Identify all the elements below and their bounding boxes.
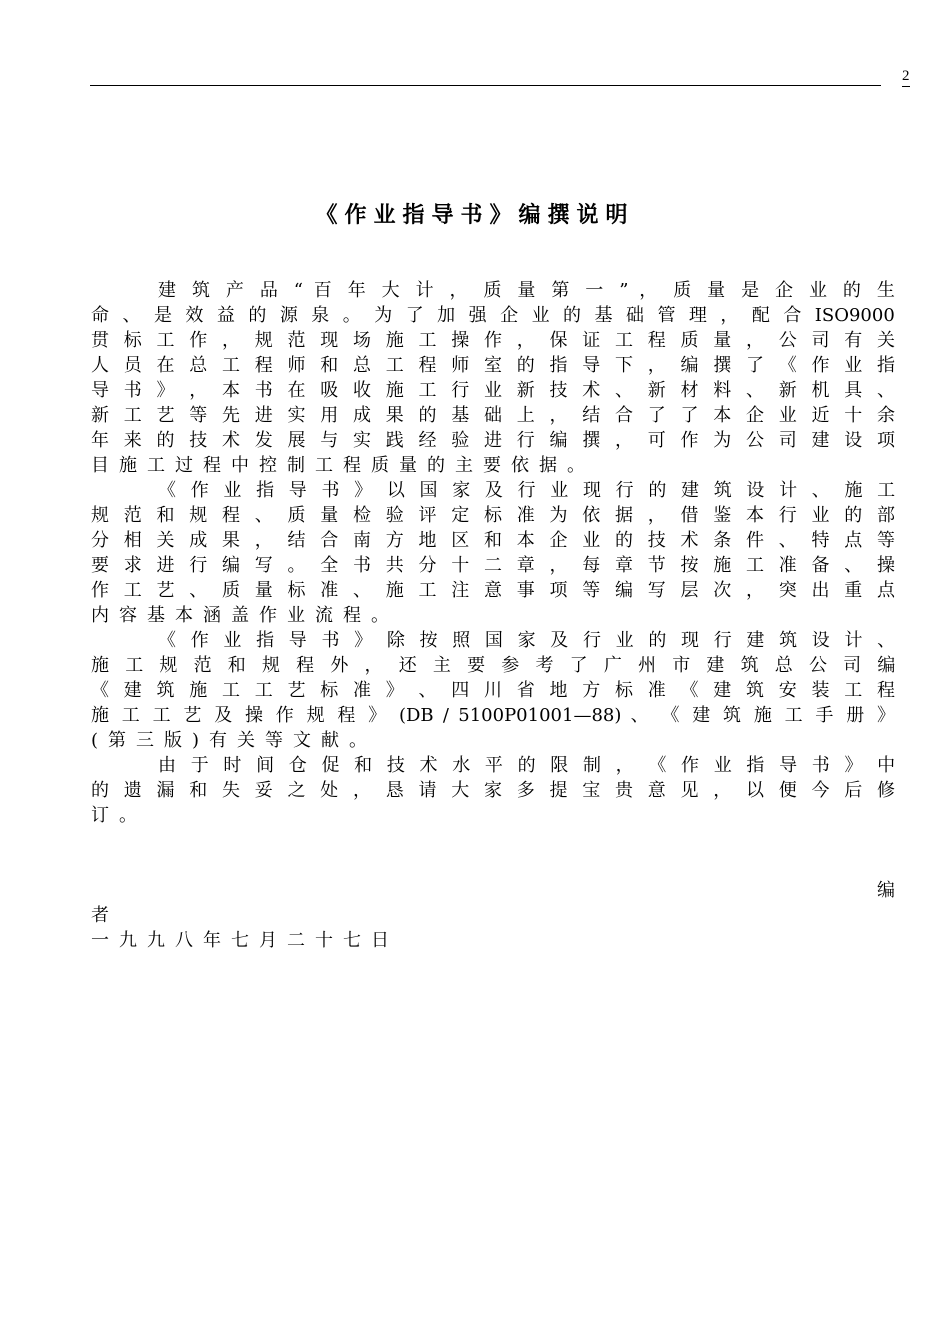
page-number-underline: [902, 86, 910, 87]
paragraph-line: 规 范 和 规 程 、 质 量 检 验 评 定 标 准 为 依 据 ， 借 鉴 本 行 业 的 部: [91, 505, 895, 526]
paragraph-line: (第三版)有关等文献。: [91, 730, 378, 751]
paragraph-line: 作 工 艺 、 质 量 标 准 、 施 工 注 意 事 项 等 编 写 层 次 ， 突 出 重 点: [91, 580, 895, 601]
page-number: 2: [902, 68, 910, 84]
paragraph-line: 年 来 的 技 术 发 展 与 实 践 经 验 进 行 编 撰 ， 可 作 为 公 司 建 设 项: [91, 430, 895, 451]
paragraph-line: 建 筑 产 品 “ 百 年 大 计 ， 质 量 第 一 ” ， 质 量 是 企 业 的 生: [158, 280, 895, 301]
paragraph-line: 内容基本涵盖作业流程。: [91, 605, 399, 626]
paragraph-line: 施 工 工 艺 及 操 作 规 程 》 (DB / 5100P01001—88) 、 《 建 筑 施 工 手 册 》: [91, 705, 896, 726]
paragraph-line: 贯 标 工 作 ， 规 范 现 场 施 工 操 作 ， 保 证 工 程 质 量 ， 公 司 有 关: [91, 330, 895, 351]
paragraph-line: 新 工 艺 等 先 进 实 用 成 果 的 基 础 上 ， 结 合 了 了 本 企 业 近 十 余: [91, 405, 895, 426]
paragraph-line: 导 书 》 ， 本 书 在 吸 收 施 工 行 业 新 技 术 、 新 材 料 、 新 机 具 、: [91, 380, 895, 401]
paragraph-line: 订。: [91, 805, 147, 826]
signature-author-part2: 者: [91, 905, 109, 926]
paragraph-line: 《 作 业 指 导 书 》 除 按 照 国 家 及 行 业 的 现 行 建 筑 设 计 、: [158, 630, 896, 651]
paragraph-line: 目施工过程中控制工程质量的主要依据。: [91, 455, 595, 476]
signature-author-part1: 编: [877, 880, 895, 901]
paragraph-line: 分 相 关 成 果 ， 结 合 南 方 地 区 和 本 企 业 的 技 术 条 件 、 特 点 等: [91, 530, 895, 551]
header-rule: [90, 85, 881, 86]
paragraph-line: 施 工 规 范 和 规 程 外 ， 还 主 要 参 考 了 广 州 市 建 筑 总 公 司 编: [91, 655, 896, 676]
paragraph-line: 由 于 时 间 仓 促 和 技 术 水 平 的 限 制 ， 《 作 业 指 导 书 》 中: [158, 755, 896, 776]
document-body: [91, 278, 895, 953]
spacer: [91, 853, 895, 878]
spacer: [91, 828, 895, 853]
paragraph-line: 人 员 在 总 工 程 师 和 总 工 程 师 室 的 指 导 下 ， 编 撰 了 《 作 业 指: [91, 355, 895, 376]
paragraph-line: 《 建 筑 施 工 工 艺 标 准 》 、 四 川 省 地 方 标 准 《 建 筑 安 装 工 程: [91, 680, 895, 701]
document-title: 《作业指导书》编撰说明: [315, 202, 635, 228]
paragraph-line: 《 作 业 指 导 书 》 以 国 家 及 行 业 现 行 的 建 筑 设 计 、 施 工: [158, 480, 896, 501]
paragraph-line: 命 、 是 效 益 的 源 泉 。 为 了 加 强 企 业 的 基 础 管 理 ， 配 合 ISO9000: [91, 305, 895, 326]
paragraph-line: 的 遗 漏 和 失 妥 之 处 ， 恳 请 大 家 多 提 宝 贵 意 见 ， 以 便 今 后 修: [91, 780, 895, 801]
paragraph-line: 要 求 进 行 编 写 。 全 书 共 分 十 二 章 ， 每 章 节 按 施 工 准 备 、 操: [91, 555, 895, 576]
signature-date: 一九九八年七月二十七日: [91, 930, 399, 951]
